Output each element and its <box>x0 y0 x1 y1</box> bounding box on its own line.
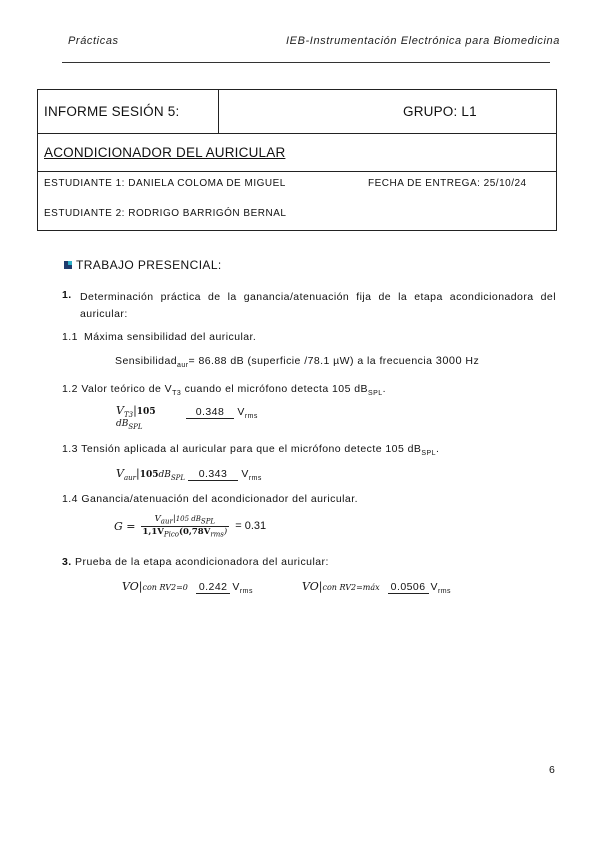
item13-text: Tensión aplicada al auricular para que el micrófono detecte 105 dB <box>81 443 422 455</box>
gain-den-arg-sub: rms <box>210 530 224 539</box>
sensitivity-sub: aur <box>177 362 189 370</box>
gain-den: 1,1V <box>142 526 164 537</box>
header-rule <box>62 62 550 63</box>
item3-text: Prueba de la etapa acondicionadora del auricular: <box>75 556 329 568</box>
page-number: 6 <box>549 764 556 776</box>
vo-max-unit-sub: rms <box>437 588 451 596</box>
vaur-symbol: $V_{aur}|105dB_{SPL}$ <box>116 467 186 483</box>
gain-formula <box>114 514 266 538</box>
item12-text: Valor teórico de V <box>81 383 173 395</box>
sensitivity-label: Sensibilidad <box>115 355 178 367</box>
gain-den-close: ) <box>223 526 228 537</box>
gain-num-cond: 105 dB <box>175 515 201 523</box>
item3-number: 3. <box>62 556 72 568</box>
vt3-unit: V <box>237 406 245 418</box>
vt3-value: 0.348 <box>186 407 234 419</box>
vo-rv2-max: VO | con RV2=máx 0.0506 $V_{rms}$ <box>302 580 451 596</box>
vt3-v: V <box>116 404 124 417</box>
item1-number-text: 1. <box>62 289 72 301</box>
vaur-unit-sub: rms <box>248 475 262 483</box>
vo-max-unit <box>431 581 451 595</box>
vaur-unit: V <box>241 468 249 480</box>
vo-max-cond-text: con RV2=máx <box>322 583 380 592</box>
item3-line <box>62 556 329 568</box>
vo-zero-unit-v: V <box>232 581 240 593</box>
gain-g: G = <box>114 519 136 533</box>
item13-line <box>62 443 439 457</box>
section-title: TRABAJO PRESENCIAL: <box>76 258 222 272</box>
gain-fraction <box>141 514 230 538</box>
item11-text: Máxima sensibilidad del auricular. <box>84 331 257 343</box>
item13-number: 1.3 <box>62 443 78 455</box>
vt3-cond-sub: SPL <box>128 422 143 431</box>
sensitivity-value: = 86.88 dB (superficie /78.1 µW) a la frecuencia <box>188 355 433 367</box>
group-cell <box>219 90 557 134</box>
gain-num-v: V <box>154 514 161 524</box>
vo-max-value: 0.0506 <box>388 582 429 594</box>
vo-max-sym: VO <box>302 580 319 593</box>
info-table <box>37 89 557 231</box>
vaur-value: 0.343 <box>188 469 238 481</box>
vt3-cond-units <box>116 419 143 431</box>
item12-line <box>62 383 386 397</box>
gain-den-arg: (0,78V <box>179 526 211 537</box>
item12-text-end-sub: SPL <box>367 390 383 398</box>
vo-zero-cond <box>143 583 188 592</box>
gain-numerator: $V_{aur}|105$ $dB_{SPL}$ <box>141 514 230 527</box>
vo-max-unit-v: V <box>430 581 438 593</box>
item12-dot: . <box>382 383 386 395</box>
gain-result: = 0.31 <box>235 520 267 533</box>
subject-title: ACONDICIONADOR DEL AURICULAR <box>44 145 286 160</box>
item1-text: Determinación práctica de la ganancia/atenuación fija de la etapa acondicionadora del auricular: <box>80 291 556 320</box>
gain-den-sub: Pico <box>163 530 179 539</box>
vt3-sub: T3 <box>123 411 134 420</box>
vo-zero-unit-sub: rms <box>239 588 253 596</box>
gain-num-sub: aur <box>160 517 173 526</box>
item14-line <box>62 493 358 505</box>
vo-rv2-zero: VO | con RV2=0 0.242 $V_{rms}$ <box>122 580 253 596</box>
vo-zero-unit <box>232 581 252 595</box>
item13-text-sub: SPL <box>421 450 436 458</box>
item1-number <box>62 289 72 301</box>
vaur-sub: aur <box>123 474 136 483</box>
session-cell <box>38 90 219 134</box>
vt3-result <box>186 406 258 420</box>
vo-zero-cond-text: con RV2=0 <box>142 583 188 592</box>
item14-text: Ganancia/atenuación del acondicionador del auricular. <box>81 493 358 505</box>
vt3-symbol: $V_{T3}|105$ <box>116 404 156 420</box>
gain-denominator <box>141 527 230 539</box>
vt3-cond-db: dB <box>116 419 129 429</box>
header-right: IEB-Instrumentación Electrónica para Biomedicina <box>286 35 560 47</box>
item11-number: 1.1 <box>62 331 78 343</box>
vaur-cond2: dB <box>158 470 171 480</box>
vt3-cond: 105 <box>136 407 156 417</box>
subject-cell <box>38 134 557 172</box>
frequency-value: 3000 <box>435 355 463 367</box>
item12-number: 1.2 <box>62 383 78 395</box>
header-left: Prácticas <box>68 35 119 47</box>
item12-text-sub: T3 <box>172 390 182 398</box>
group-label: GRUPO: L1 <box>403 104 477 119</box>
students-cell <box>38 172 557 231</box>
vaur-cond2-sub: SPL <box>170 474 186 483</box>
student1-label: ESTUDIANTE 1: DANIELA COLOMA DE MIGUEL <box>44 178 286 189</box>
vt3-unit-sub: rms <box>244 413 258 421</box>
item12-text-end: cuando el micrófono detecta 105 dB <box>181 383 368 395</box>
gain-num-cond-sub: SPL <box>200 517 216 526</box>
vaur-v: V <box>116 467 124 480</box>
vaur-cond: 105 <box>139 470 159 480</box>
square-bullet-icon <box>64 261 72 269</box>
vo-max-cond <box>323 583 380 592</box>
vo-zero-value: 0.242 <box>196 582 231 594</box>
sensitivity-line <box>115 355 479 369</box>
frequency-unit: Hz <box>465 355 480 367</box>
section-heading <box>64 258 222 272</box>
item14-number: 1.4 <box>62 493 78 505</box>
student2-label: ESTUDIANTE 2: RODRIGO BARRIGÓN BERNAL <box>44 208 287 219</box>
session-label: INFORME SESIÓN 5: <box>44 104 180 119</box>
item13-dot: . <box>435 443 440 455</box>
vo-zero-sym: VO <box>122 580 139 593</box>
vaur-result <box>188 468 262 482</box>
delivery-date: FECHA DE ENTREGA: 25/10/24 <box>368 178 527 189</box>
